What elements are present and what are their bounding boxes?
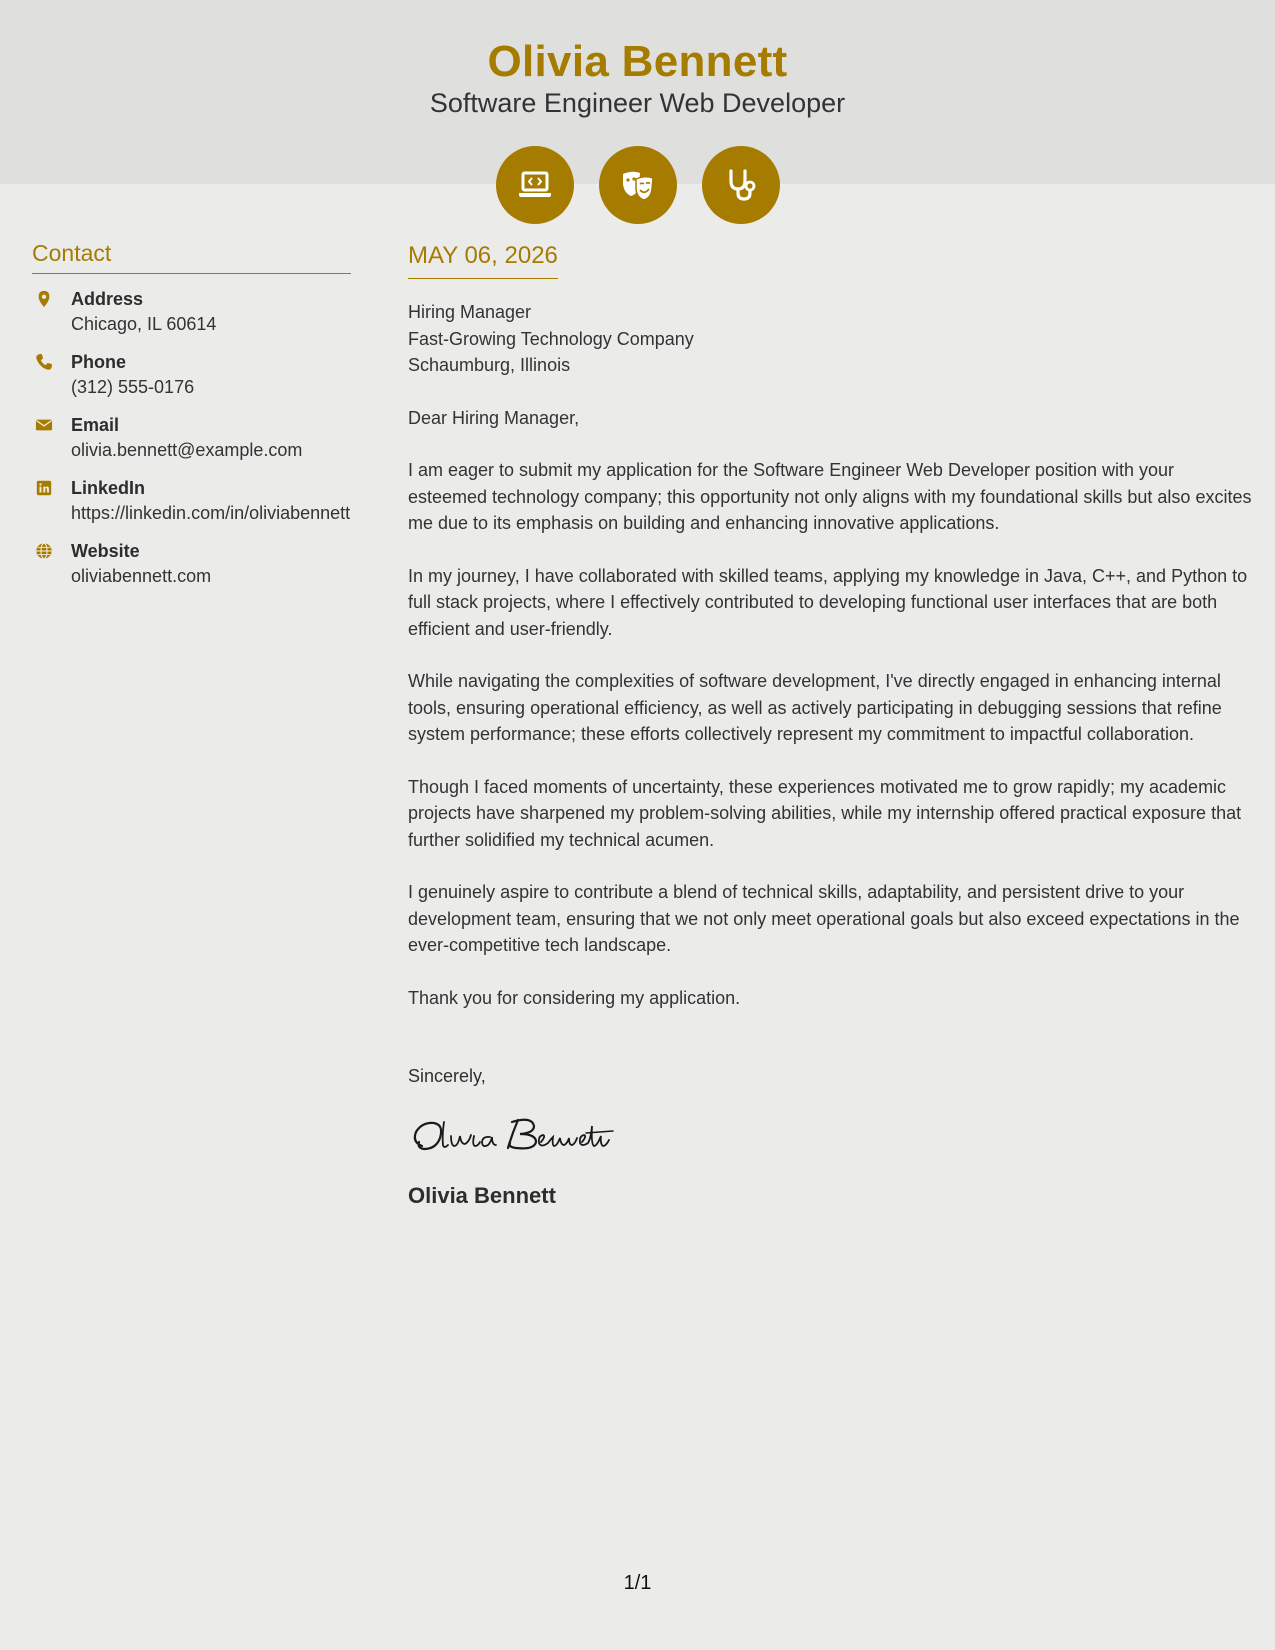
body-paragraph: In my journey, I have collaborated with skilled teams, applying my knowledge in Java, C++, and Python to full stack projects, where I effectively contributed to developing functional user interfaces that are both efficient and user-friendly. (408, 565, 1248, 639)
contact-value[interactable]: olivia.bennett@example.com (71, 440, 303, 460)
recipient-line: Schaumburg, Illinois (408, 355, 571, 375)
letter-body (408, 240, 1253, 1210)
contact-phone (32, 350, 351, 400)
phone-icon (34, 352, 54, 372)
recipient-line: Fast-Growing Technology Company (408, 328, 694, 349)
applicant-name: Olivia Bennett (487, 37, 788, 86)
stethoscope-icon (702, 146, 780, 224)
job-title: Software Engineer Web Developer (429, 88, 846, 118)
contact-label: Phone (71, 352, 127, 372)
contact-label: Address (71, 289, 144, 309)
envelope-icon (34, 415, 54, 435)
body-paragraph: I genuinely aspire to contribute a blend of technical skills, adaptability, and persistent drive to your development team, ensuring that we not only meet operational goals but also exceed expectations in the ever-competitive tech landscape. (408, 882, 1240, 955)
body-paragraph: While navigating the complexities of software development, I've directly engaged in enhancing internal tools, ensuring operational efficiency, as well as actively participating in debugging sessions that refine system performance; these efforts collectively represent my commitment to impactful collaboration. (408, 671, 1222, 744)
recipient-block (408, 299, 1253, 379)
body-paragraph: Though I faced moments of uncertainty, these experiences motivated me to grow rapidly; my academic projects have sharpened my problem-solving abilities, while my internship offered practical exposure that further solidified my technical acumen. (408, 776, 1242, 850)
contact-value[interactable]: oliviabennett.com (71, 566, 212, 586)
contact-value: (312) 555-0176 (71, 377, 195, 397)
body-paragraph: I am eager to submit my application for the Software Engineer Web Developer position with your esteemed technology company; this opportunity not only aligns with my foundational skills but also excites me due to its emphasis on building and enhancing innovative applications. (408, 460, 1252, 533)
contact-linkedin (32, 476, 351, 526)
contact-heading: Contact (32, 238, 351, 274)
masks-theater-icon (599, 146, 677, 224)
body-paragraph: Thank you for considering my application. (408, 987, 741, 1008)
interest-icons (0, 146, 1275, 224)
contact-value[interactable]: https://linkedin.com/in/oliviabennett (71, 503, 351, 523)
contact-email (32, 413, 351, 463)
contact-label: Email (71, 415, 120, 435)
recipient-line: Hiring Manager (408, 302, 532, 322)
signer-name: Olivia Bennett (408, 1182, 556, 1208)
page-number: 1/1 (623, 1572, 652, 1594)
contact-label: LinkedIn (71, 478, 146, 498)
laptop-code-icon (496, 146, 574, 224)
letter-date: MAY 06, 2026 (408, 240, 558, 279)
closing: Sincerely, (408, 1066, 486, 1086)
handwritten-signature (408, 1112, 1253, 1162)
globe-icon (34, 541, 54, 561)
linkedin-icon (34, 478, 54, 498)
contact-value: Chicago, IL 60614 (71, 314, 217, 334)
contact-website (32, 539, 351, 589)
salutation: Dear Hiring Manager, (408, 407, 580, 428)
contact-label: Website (71, 541, 140, 561)
contact-sidebar (32, 238, 351, 589)
contact-address (32, 287, 351, 337)
location-pin-icon (34, 289, 54, 309)
